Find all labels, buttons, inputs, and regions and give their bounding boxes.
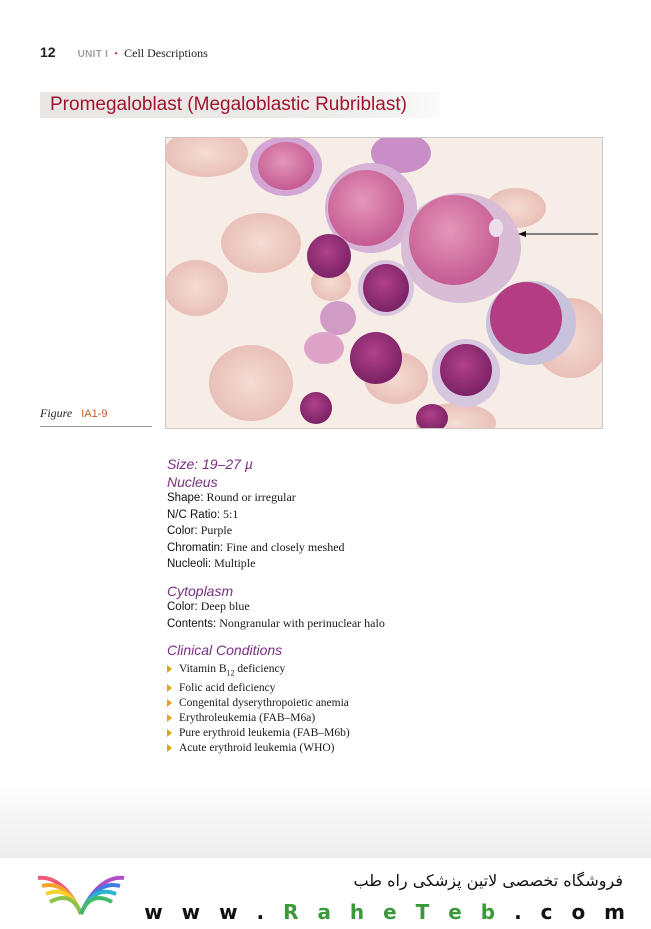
url-part: w w w . (144, 900, 284, 924)
property-value: Round or irregular (206, 490, 296, 504)
triangle-bullet-icon (167, 714, 172, 722)
condition-text: Congenital dyserythropoietic anemia (179, 696, 349, 709)
condition-text-suffix: deficiency (234, 663, 286, 676)
property-key: Color: (167, 600, 198, 613)
book-logo-icon (34, 866, 129, 926)
cytoplasm-properties (167, 599, 597, 632)
property-key: N/C Ratio: (167, 508, 221, 521)
url-part-highlight: T e b (415, 900, 502, 924)
clinical-conditions-list (167, 662, 597, 757)
list-item (167, 726, 597, 741)
figure-caption (40, 406, 108, 421)
property-row (167, 540, 597, 557)
property-value: Nongranular with perinuclear halo (219, 615, 385, 630)
figure-number: IA1-9 (81, 408, 108, 420)
header-bullet-icon: • (114, 48, 119, 60)
size-heading: Size: 19–27 µ (167, 456, 253, 472)
property-value: Deep blue (200, 598, 250, 613)
running-header (40, 44, 208, 62)
condition-text: Acute erythroid leukemia (WHO) (179, 742, 335, 755)
property-row (167, 616, 597, 633)
condition-subscript: 12 (226, 668, 235, 678)
triangle-bullet-icon (167, 729, 172, 737)
condition-text: Folic acid deficiency (179, 681, 276, 694)
url-part-highlight: R a h e (283, 900, 416, 924)
triangle-bullet-icon (167, 699, 172, 707)
property-row (167, 507, 597, 524)
condition-text: Pure erythroid leukemia (FAB–M6b) (179, 727, 350, 740)
list-item (167, 741, 597, 756)
condition-text: Erythroleukemia (FAB–M6a) (179, 712, 316, 725)
footer-fade (0, 780, 651, 860)
property-value: Fine and closely meshed (226, 539, 345, 554)
website-url (144, 900, 631, 924)
condition-text: Vitamin B (179, 663, 227, 676)
nucleus-properties (167, 490, 597, 573)
store-name: فروشگاه تخصصی لاتین پزشکی راه طب (353, 871, 623, 890)
unit-label: UNIT I (77, 49, 109, 60)
section-title: Cell Descriptions (124, 46, 208, 60)
property-row (167, 490, 597, 507)
list-item (167, 681, 597, 696)
figure-word: Figure (40, 406, 73, 420)
blood-smear-illustration (166, 138, 602, 428)
property-value: Multiple (214, 556, 256, 571)
list-item (167, 662, 597, 681)
triangle-bullet-icon (167, 684, 172, 692)
list-item (167, 711, 597, 726)
cell-description (167, 456, 597, 757)
property-key: Color: (167, 525, 198, 538)
micrograph-image (165, 137, 603, 429)
property-row (167, 523, 597, 540)
triangle-bullet-icon (167, 744, 172, 752)
property-value: Purple (200, 523, 233, 538)
property-key: Nucleoli: (167, 558, 212, 571)
url-part: . c o m (501, 900, 631, 924)
triangle-bullet-icon (167, 665, 172, 673)
list-item (167, 696, 597, 711)
page-title: Promegaloblast (Megaloblastic Rubriblast) (50, 94, 407, 115)
page-number: 12 (40, 44, 56, 60)
property-key: Chromatin: (167, 541, 224, 554)
property-key: Shape: (167, 492, 204, 504)
figure-divider (40, 426, 152, 427)
nucleus-heading: Nucleus (167, 474, 218, 490)
clinical-heading: Clinical Conditions (167, 642, 283, 659)
property-row (167, 599, 597, 616)
property-key: Contents: (167, 617, 217, 630)
cytoplasm-heading: Cytoplasm (167, 582, 234, 599)
property-value: 5:1 (223, 506, 239, 521)
property-row (167, 556, 597, 573)
